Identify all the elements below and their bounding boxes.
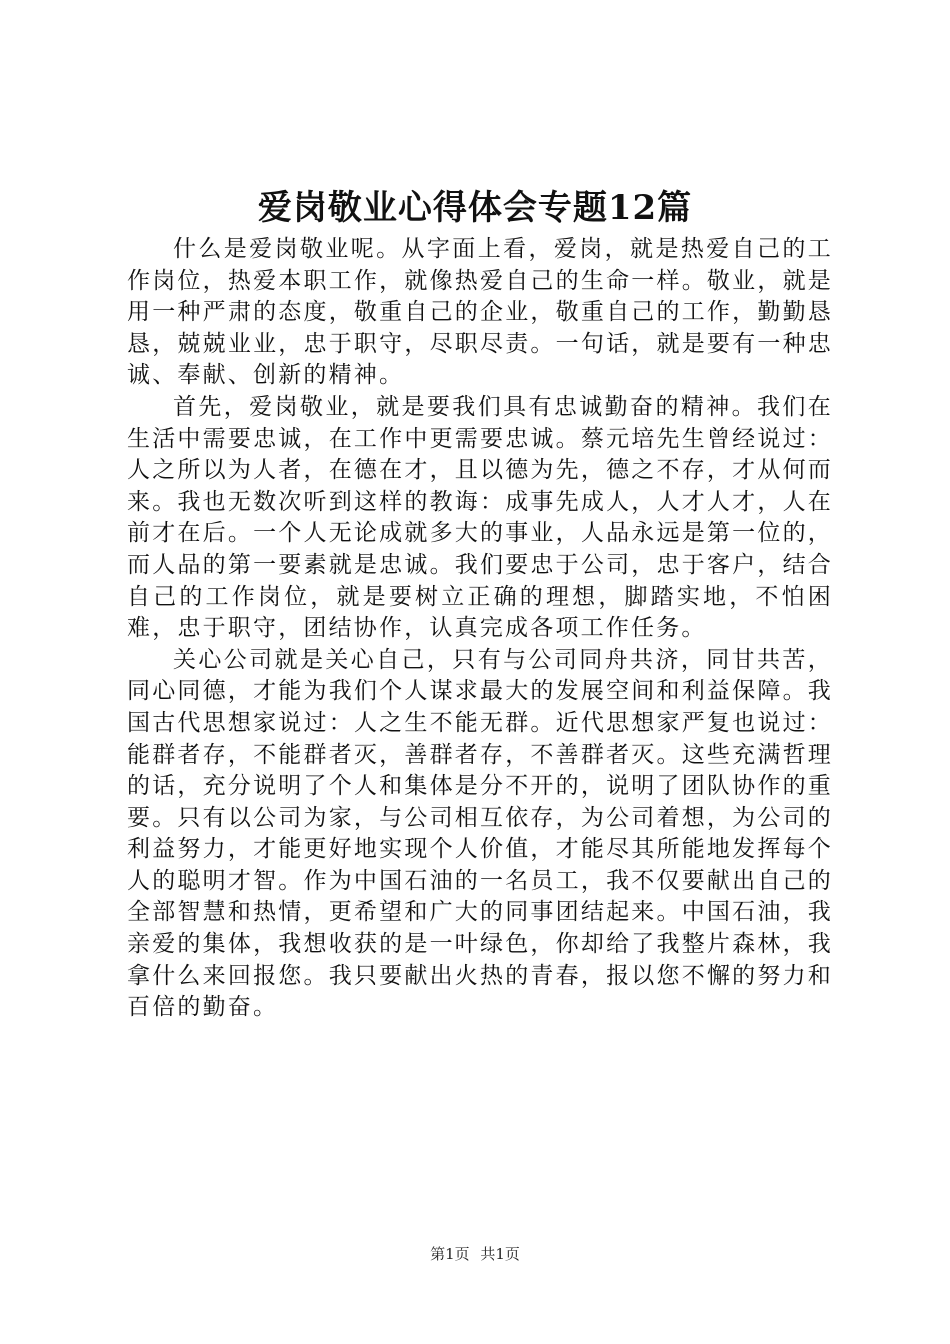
document-body xyxy=(127,234,833,1024)
paragraph-2: 首先，爱岗敬业，就是要我们具有忠诚勤奋的精神。我们在生活中需要忠诚，在工作中更需要忠诚。蔡元培先生曾经说过：人之所以为人者，在德在才，且以德为先，德之不存，才从何而来。我也无数次听到这样的教诲：成事先成人，人才人才，人在前才在后。一个人无论成就多大的事业，人品永远是第一位的，而人品的第一要素就是忠诚。我们要忠于公司，忠于客户，结合自己的工作岗位，就是要树立正确的理想，脚踏实地，不怕困难，忠于职守，团结协作，认真完成各项工作任务。 xyxy=(127,393,833,642)
page-total: 共1页 xyxy=(480,1245,520,1263)
page-number: 第1页 xyxy=(430,1245,470,1263)
paragraph-1: 什么是爱岗敬业呢。从字面上看，爱岗，就是热爱自己的工作岗位，热爱本职工作，就像热爱自己的生命一样。敬业，就是用一种严肃的态度，敬重自己的企业，敬重自己的工作，勤勤恳恳，兢兢业业，忠于职守，尽职尽责。一句话，就是要有一种忠诚、奉献、创新的精神。 xyxy=(127,236,833,389)
page-footer xyxy=(0,1244,950,1264)
paragraph-3: 关心公司就是关心自己，只有与公司同舟共济，同甘共苦，同心同德，才能为我们个人谋求最大的发展空间和利益保障。我国古代思想家说过：人之生不能无群。近代思想家严复也说过：能群者存，不能群者灭，善群者存，不善群者灭。这些充满哲理的话，充分说明了个人和集体是分不开的，说明了团队协作的重要。只有以公司为家，与公司相互依存，为公司着想，为公司的利益努力，才能更好地实现个人价值，才能尽其所能地发挥每个人的聪明才智。作为中国石油的一名员工，我不仅要献出自己的全部智慧和热情，更希望和广大的同事团结起来。中国石油，我亲爱的集体，我想收获的是一叶绿色，你却给了我整片森林，我拿什么来回报您。我只要献出火热的青春，报以您不懈的努力和百倍的勤奋。 xyxy=(127,646,833,1021)
document-title: 爱岗敬业心得体会专题12篇 xyxy=(257,188,693,228)
